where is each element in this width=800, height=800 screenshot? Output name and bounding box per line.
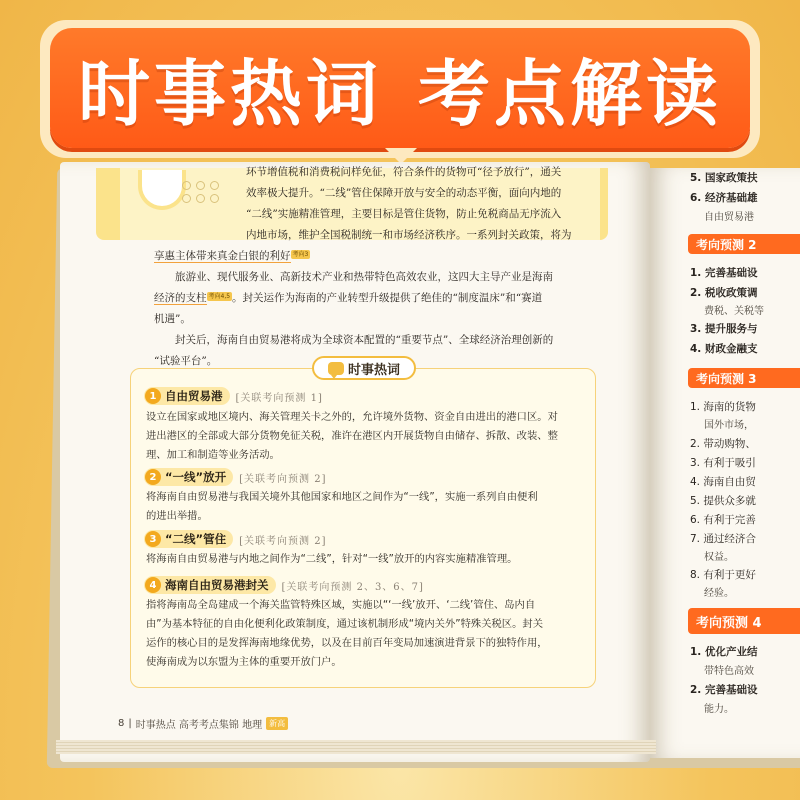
- term-2-definition: 将海南自由贸易港与我国关境外其他国家和地区之间作为“一线”，实施一系列自由便利 的进出举措。: [146, 491, 538, 522]
- paragraph-1: 环节增值税和消费税问样免征，符合条件的货物可“径予放行”，通关 效率极大提升。“二线”管住保障开放与安全的动态平衡，面向内地的 “二线”实施精准管理，主要目标是管住货物，防止免税商品无序流入 内地市场，维护全国税制统一和市场经济秩序。一系列封关政策，将为: [246, 166, 572, 241]
- right-item: 1. 海南的货物: [690, 401, 756, 413]
- term-1: 1 自由贸易港 [关联考向预测 1]: [144, 387, 323, 405]
- right-item: 6. 经济基础雄: [690, 192, 758, 204]
- hot-words-header: 时事热词: [312, 356, 416, 380]
- right-sub: 自由贸易港: [704, 212, 754, 223]
- right-item: 2. 带动购物、: [690, 438, 756, 450]
- right-item: 8. 有利于更好: [690, 569, 756, 581]
- term-3: 3 “二线”管住 [关联考向预测 2]: [144, 530, 326, 548]
- paragraph-3: 封关后，海南自由贸易港将成为全球资本配置的“重要节点”、全球经济治理创新的 “试验平台”。: [154, 334, 554, 367]
- right-item: 7. 通过经济合: [690, 533, 756, 545]
- right-sub: 权益。: [704, 552, 734, 563]
- right-item: 1. 优化产业结: [690, 646, 758, 658]
- right-heading-2: 考向预测 2: [688, 234, 800, 254]
- right-sub: 费税、关税等: [704, 306, 764, 317]
- right-sub: 带特色高效: [704, 666, 754, 677]
- right-item: 5. 提供众多就: [690, 495, 756, 507]
- term-3-definition: 将海南自由贸易港与内地之间作为“二线”，针对“一线”放开的内容实施精准管理。: [146, 553, 518, 565]
- right-item: 4. 财政金融支: [690, 343, 758, 355]
- right-item: 6. 有利于完善: [690, 514, 756, 526]
- right-item: 5. 国家政策扶: [690, 172, 758, 184]
- right-sub: 经验。: [704, 588, 734, 599]
- banner-title: [50, 28, 750, 148]
- footer-badge: 新高: [266, 717, 288, 730]
- page-edge: [56, 740, 656, 754]
- right-item: 3. 有利于吸引: [690, 457, 756, 469]
- paragraph-1-end: 享惠主体带来真金白银的利好 考向3: [154, 250, 309, 262]
- badge-45: 考向4,5: [208, 293, 231, 300]
- right-item: 3. 提升服务与: [690, 323, 758, 335]
- right-item: 2. 税收政策调: [690, 287, 758, 299]
- right-sub: 国外市场，: [704, 420, 754, 431]
- right-heading-4: 考向预测 4: [688, 608, 800, 634]
- chat-bubble-icon: [328, 362, 344, 375]
- right-sub: 能力。: [704, 704, 734, 715]
- paragraph-2: 旅游业、现代服务业、高新技术产业和热带特色高效农业，这四大主导产业是海南 经济的支柱 考向4,5 。封关运作为海南的产业转型升级提供了绝佳的“制度温床”和“赛道 机遇”。: [154, 271, 553, 325]
- term-4: 4 海南自由贸易港封关 [关联考向预测 2、3、6、7]: [144, 576, 424, 594]
- right-item: 4. 海南自由贸: [690, 476, 756, 488]
- right-item: 1. 完善基础设: [690, 267, 758, 279]
- right-item: 2. 完善基础设: [690, 684, 758, 696]
- term-1-definition: 设立在国家或地区境内、海关管理关卡之外的，允许境外货物、资金自由进出的港口区。对 进出港区的全部或大部分货物免征关税，准许在港区内开展货物自由储存、拆散、改装、整 理、加工和制造等业务活动。: [146, 411, 558, 461]
- banner-title-part1: 时事热词: [77, 52, 382, 136]
- dots-decoration: [178, 181, 226, 215]
- term-2: 2 “一线”放开 [关联考向预测 2]: [144, 468, 326, 486]
- banner-title-part2: 考点解读: [418, 52, 723, 136]
- book-title: 时事热点 高考考点集锦 地理: [135, 720, 263, 731]
- badge-3: 考向3: [292, 251, 309, 258]
- term-4-definition: 指将海南岛全岛建成一个海关监管特殊区域，实施以“‘一线’放开、‘二线’管住、岛内自 由”为基本特征的自由化便利化政策制度，通过该机制形成“境内关外”特殊关税区。封关 运作的核心目的是发挥海南地缘优势，以及在目前百年变局加速演进背景下的独特作用， 使海南成为以东盟为主体的重要开放门户。: [146, 599, 548, 668]
- page-footer: 8 | 时事热点 高考考点集锦 地理 新高: [118, 716, 288, 731]
- right-heading-3: 考向预测 3: [688, 368, 800, 388]
- page-number: 8: [118, 718, 125, 729]
